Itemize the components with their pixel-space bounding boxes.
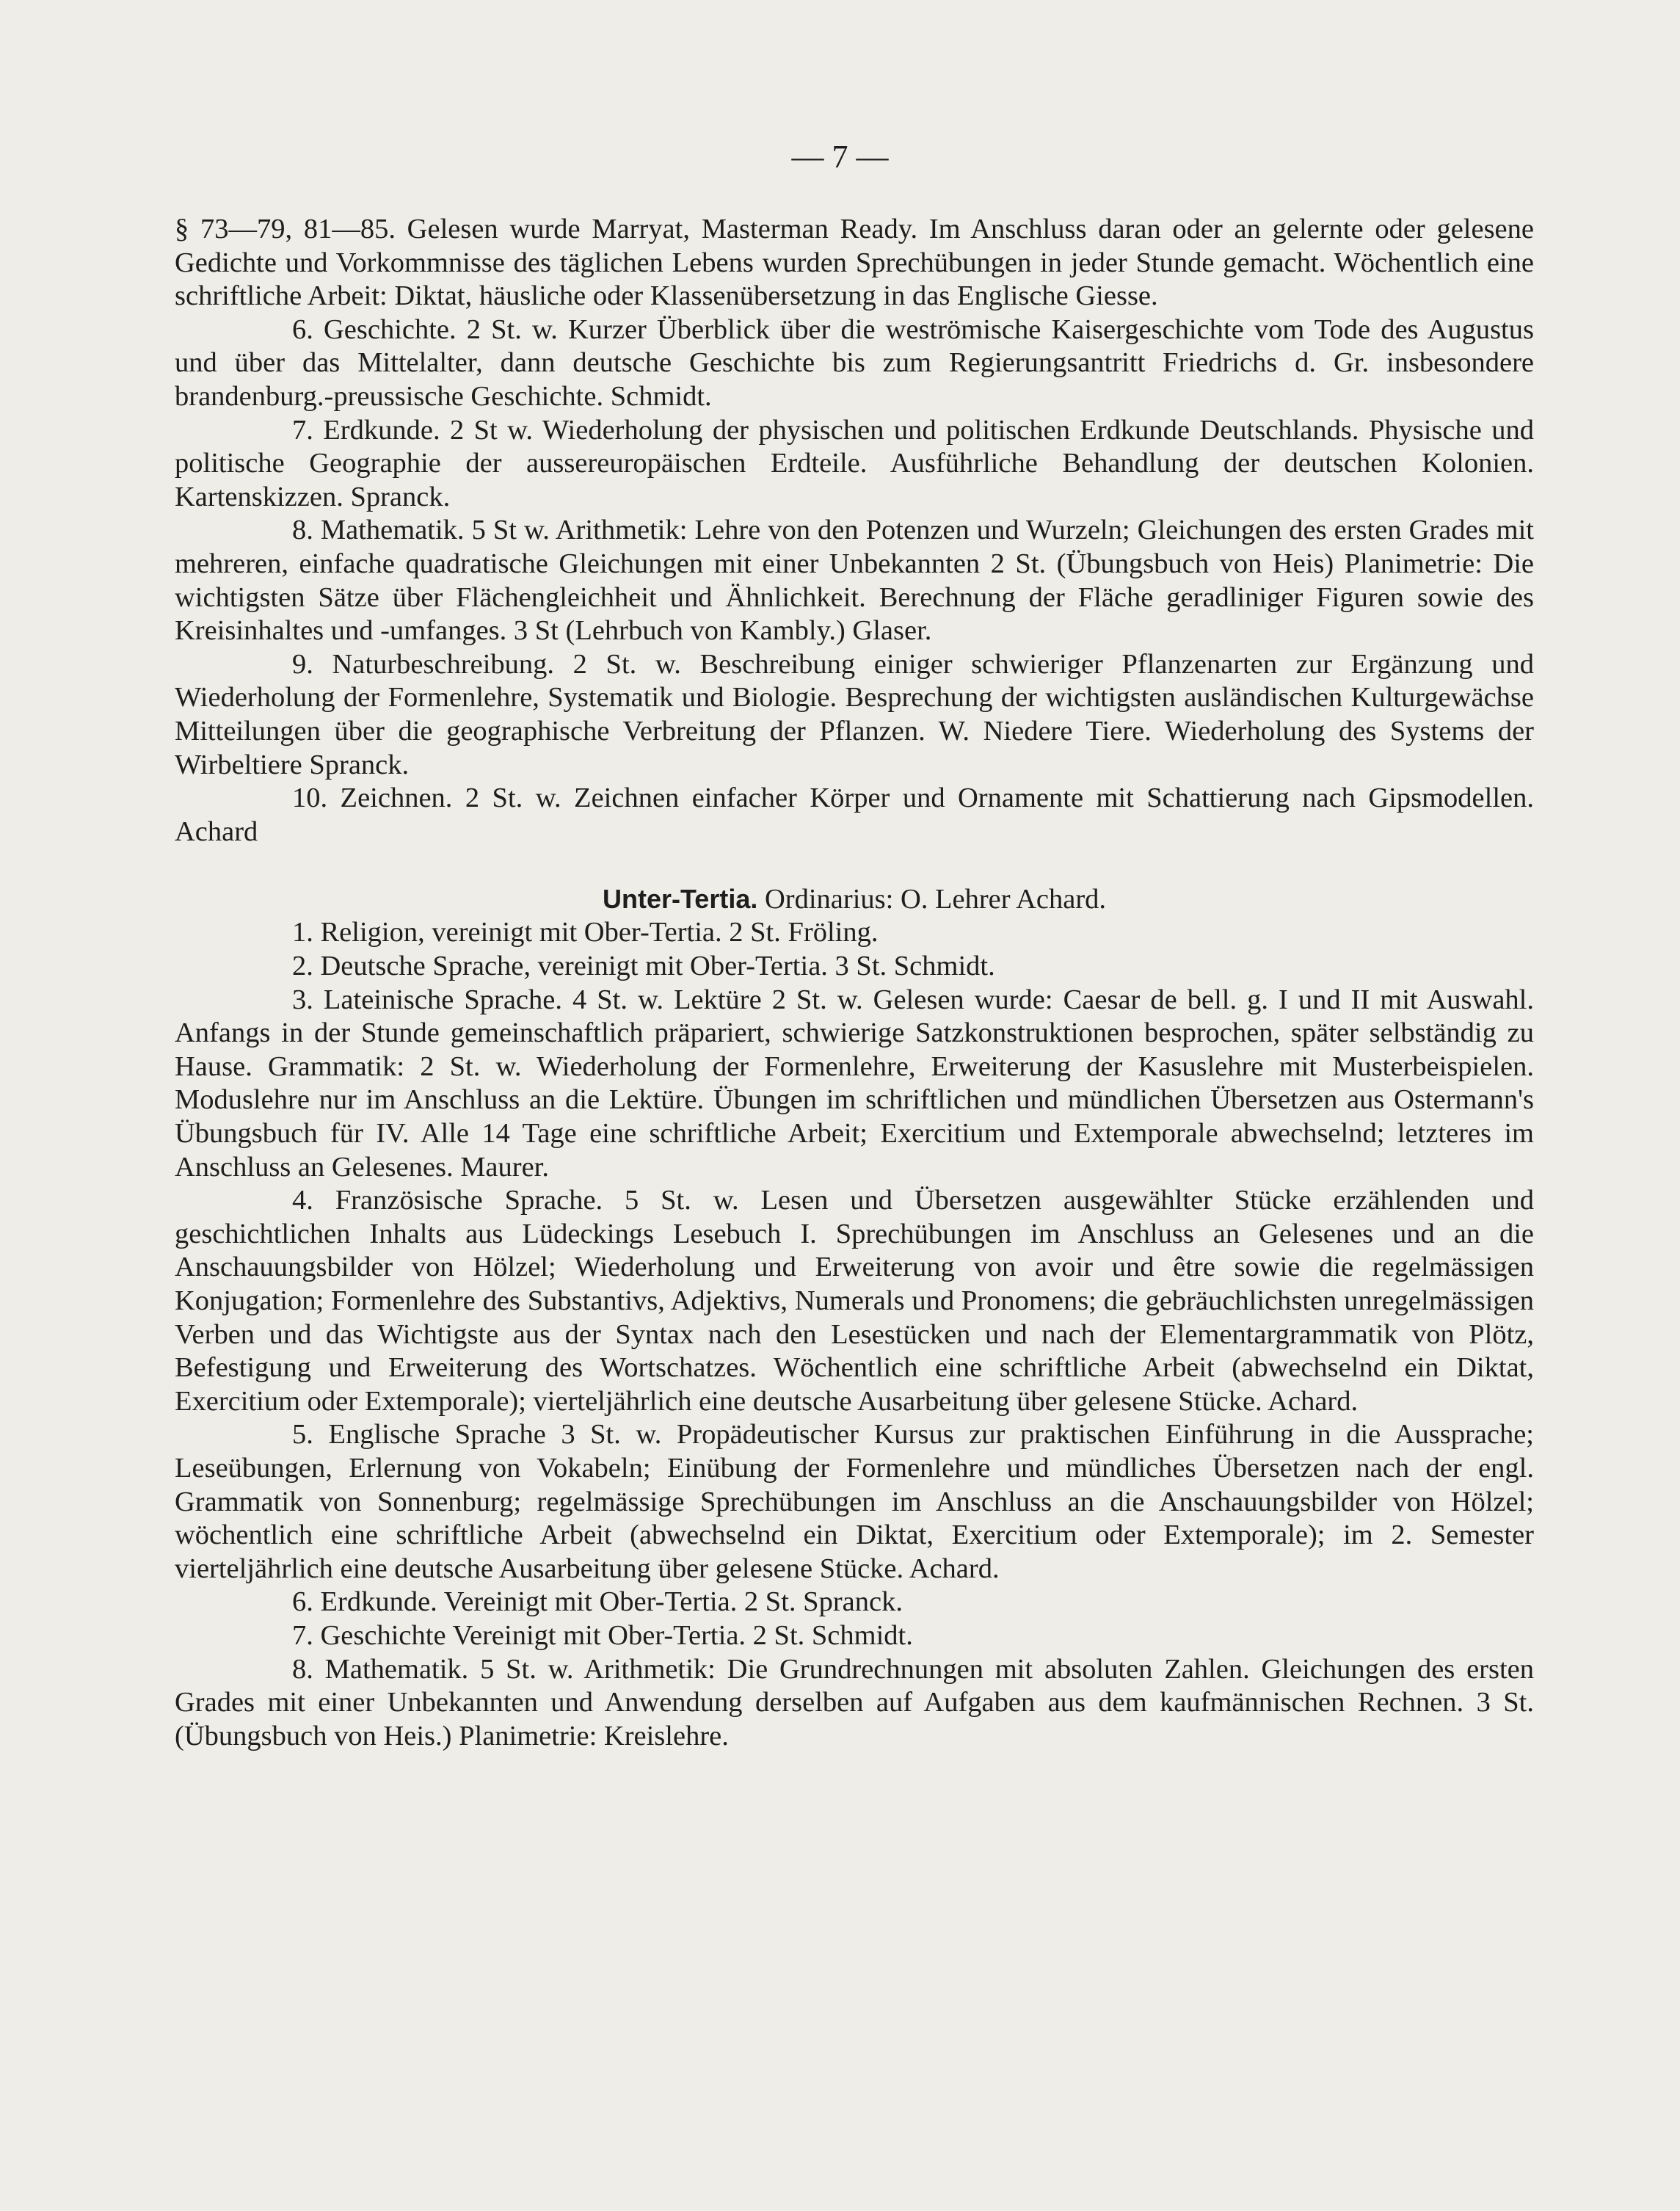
paragraph-mathematik-ut: 8. Mathematik. 5 St. w. Arithmetik: Die Grundrechnungen mit absoluten Zahlen. Gleichungen des ersten Grades mit einer Unbekannten und Anwendung derselben auf Aufgaben aus dem kaufmännischen Rechnen. 3 St. (Übungsbuch von Heis.) Planimetrie: Kreislehre. [175,1653,1534,1751]
paragraph-geschichte-ut: 7. Geschichte Vereinigt mit Ober-Tertia. 2 St. Schmidt. [292,1619,913,1651]
paragraph-naturbeschreibung: 9. Naturbeschreibung. 2 St. w. Beschreibung einiger schwieriger Pflanzenarten zur Ergänzung und Wiederholung der Formenlehre, Systematik und Biologie. Besprechung der wichtigsten ausländischen Kulturgewächse Mitteilungen über die geographische Verbreitung der Pflanzen. W. Niedere Tiere. Wiederholung des Systems der Wirbeltiere Spranck. [175,648,1534,780]
paragraph-zeichnen: 10. Zeichnen. 2 St. w. Zeichnen einfacher Körper und Ornamente mit Schattierung nach Gipsmodellen. Achard [175,783,1534,847]
section-heading [175,882,1534,917]
section-heading-detail: Ordinarius: O. Lehrer Achard. [764,883,1107,915]
page-number: — 7 — [791,139,889,175]
paragraph-mathematik: 8. Mathematik. 5 St w. Arithmetik: Lehre von den Potenzen und Wurzeln; Gleichungen des ersten Grades mit mehreren, einfache quadratische Gleichungen mit einer Unbekannten 2 St. (Übungsbuch von Heis) Planimetrie: Die wichtigsten Sätze über Flächengleichheit und Ähnlichkeit. Berechnung der Fläche geradliniger Figuren sowie des Kreisinhaltes und -umfanges. 3 St (Lehrbuch von Kambly.) Glaser. [175,515,1534,647]
paragraph-ober-tertia-english-continued: § 73—79, 81—85. Gelesen wurde Marryat, Masterman Ready. Im Anschluss daran oder an gelernte oder gelesene Gedichte und Vorkommnisse des täglichen Lebens wurden Sprechübungen in jeder Stunde gemacht. Wöchentlich eine schriftliche Arbeit: Diktat, häusliche oder Klassenübersetzung in das Englische Giesse. [175,214,1534,312]
paragraph-religion: 1. Religion, vereinigt mit Ober-Tertia. 2 St. Fröling. [292,917,879,948]
paragraph-deutsche-sprache: 2. Deutsche Sprache, vereinigt mit Ober-Tertia. 3 St. Schmidt. [292,951,995,982]
paragraph-franzoesische-sprache: 4. Französische Sprache. 5 St. w. Lesen und Übersetzen ausgewählter Stücke erzählenden und geschichtlichen Inhalts aus Lüdeckings Lesebuch I. Sprechübungen im Anschluss an Gelesenes und an die Anschauungsbilder von Hölzel; Wiederholung und Erweiterung von avoir und être sowie die regelmässigen Konjugation; Formenlehre des Substantivs, Adjektivs, Numerals und Pronomens; die gebräuchlichsten unregelmässigen Verben und das Wichtigste aus der Syntax nach den Lesestücken und nach der Elementargrammatik von Plötz, Befestigung und Erweiterung des Wortschatzes. Wöchentlich eine schriftliche Arbeit (abwechselnd ein Diktat, Exercitium oder Extemporale); vierteljährlich eine deutsche Ausarbeitung über gelesene Stücke. Achard. [175,1185,1534,1417]
paragraph-erdkunde: 7. Erdkunde. 2 St w. Wiederholung der physischen und politischen Erdkunde Deutschlands. Physische und politische Geographie der aussereuropäischen Erdteile. Ausführliche Behandlung der deutschen Kolonien. Kartenskizzen. Spranck. [175,414,1534,512]
paragraph-erdkunde-ut: 6. Erdkunde. Vereinigt mit Ober-Tertia. 2 St. Spranck. [292,1586,903,1618]
section-spacer [175,849,1534,882]
paragraph-geschichte: 6. Geschichte. 2 St. w. Kurzer Überblick über die weströmische Kaisergeschichte vom Tode des Augustus und über das Mittelalter, dann deutsche Geschichte bis zum Regierungsantritt Friedrichs d. Gr. insbesondere brandenburg.-preussische Geschichte. Schmidt. [175,313,1534,412]
section-heading-title: Unter-Tertia. [602,883,758,914]
main-text [175,213,1534,1753]
paragraph-englische-sprache: 5. Englische Sprache 3 St. w. Propädeutischer Kursus zur praktischen Einführung in die Aussprache; Leseübungen, Erlernung von Vokabeln; Einübung der Formenlehre und mündliches Übersetzen nach der engl. Grammatik von Sonnenburg; regelmässige Sprechübungen im Anschluss an die Anschauungsbilder von Hölzel; wöchentlich eine schriftliche Arbeit (abwechselnd ein Diktat, Exercitium oder Extemporale); im 2. Semester vierteljährlich eine deutsche Ausarbeitung über gelesene Stücke. Achard. [175,1419,1534,1584]
paragraph-lateinische-sprache: 3. Lateinische Sprache. 4 St. w. Lektüre 2 St. w. Gelesen wurde: Caesar de bell. g. I und II mit Auswahl. Anfangs in der Stunde gemeinschaftlich präpariert, schwierige Satzkonstruktionen besprochen, später selbständig zu Hause. Grammatik: 2 St. w. Wiederholung der Formenlehre, Erweiterung der Kasuslehre mit Musterbeispielen. Moduslehre nur im Anschluss an die Lektüre. Übungen im schriftlichen und mündlichen Übersetzen aus Ostermann's Übungsbuch für IV. Alle 14 Tage eine schriftliche Arbeit; Exercitium und Extemporale abwechselnd; letzteres im Anschluss an Gelesenes. Maurer. [175,984,1534,1183]
